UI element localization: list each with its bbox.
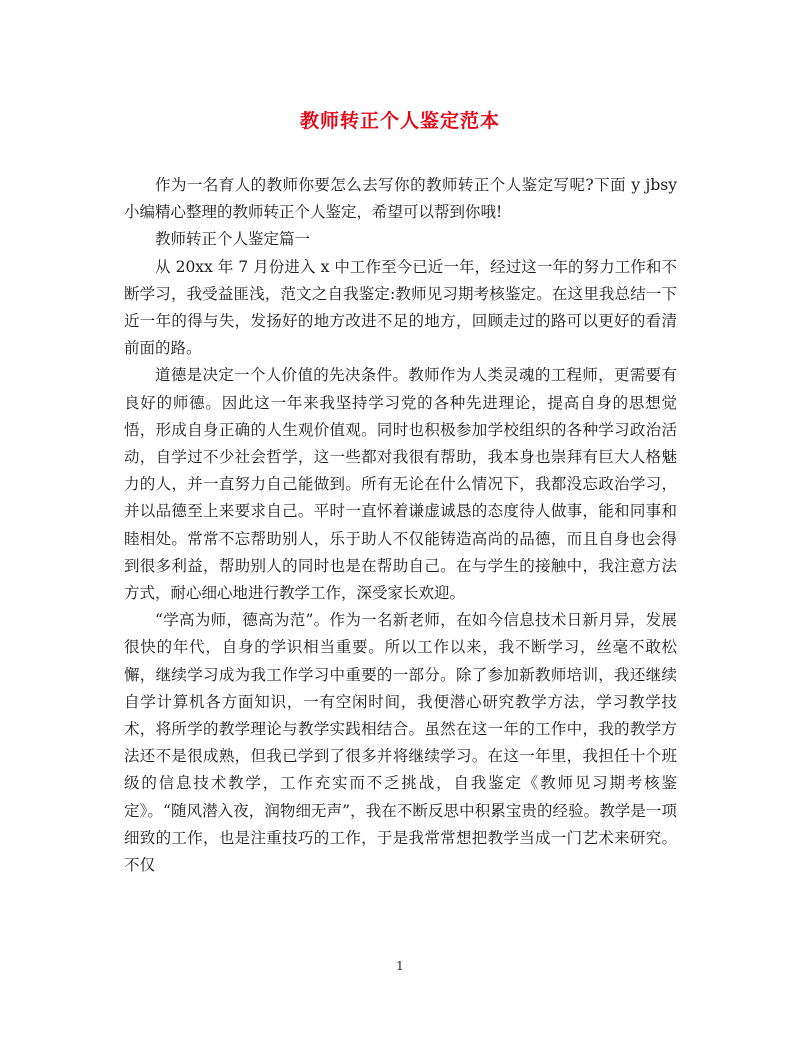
body-paragraph-1: 从 20xx 年 7 月份进入 x 中工作至今已近一年，经过这一年的努力工作和不断学习，我受益匪浅，范文之自我鉴定:教师见习期考核鉴定。在这里我总结一下近一年的得与失，发扬好的地方改进不足的地方，回顾走过的路可以更好的看清前面的路。 (124, 257, 677, 358)
body-paragraph-2: 道德是决定一个人价值的先决条件。教师作为人类灵魂的工程师，更需要有良好的师德。因此这一年来我坚持学习党的各种先进理论，提高自身的思想觉悟，形成自身正确的人生观价值观。同时也积极参加学校组织的各种学习政治活动，自学过不少社会哲学，这一些都对我很有帮助，我本身也崇拜有巨大人格魅力的人，并一直努力自己能做到。所有无论在什么情况下，我都没忘政治学习，并以品德至上来要求自己。平时一直怀着谦虚诚恳的态度待人做事，能和同事和睦相处。常常不忘帮助别人，乐于助人不仅能铸造高尚的品德，而且自身也会得到很多利益，帮助别人的同时也是在帮助自己。在与学生的接触中，我注意方法方式，耐心细心地进行教学工作，深受家长欢迎。 (124, 366, 677, 603)
page-number: 1 (396, 959, 404, 973)
document-body (124, 172, 677, 879)
body-paragraph-3: “学高为师，德高为范”。作为一名新老师，在如今信息技术日新月异，发展很快的年代，自身的学识相当重要。所以工作以来，我不断学习，丝毫不敢松懈，继续学习成为我工作学习中重要的一部分。除了参加新教师培训，我还继续自学计算机各方面知识，一有空闲时间，我便潜心研究教学方法，学习教学技术，将所学的教学理论与教学实践相结合。虽然在这一年的工作中，我的教学方法还不是很成熟，但我已学到了很多并将继续学习。在这一年里，我担任十个班级的信息技术教学，工作充实而不乏挑战，自我鉴定《教师见习期考核鉴定》。“随风潜入夜，润物细无声”，我在不断反思中积累宝贵的经验。教学是一项细致的工作，也是注重技巧的工作，于是我常常想把教学当成一门艺术来研究。不仅 (124, 611, 677, 875)
intro-paragraph: 作为一名育人的教师你要怎么去写你的教师转正个人鉴定写呢?下面 y jbsy 小编精心整理的教师转正个人鉴定，希望可以帮到你哦! (124, 176, 677, 222)
document-title: 教师转正个人鉴定范本 (299, 110, 500, 132)
section-heading: 教师转正个人鉴定篇一 (155, 230, 311, 249)
